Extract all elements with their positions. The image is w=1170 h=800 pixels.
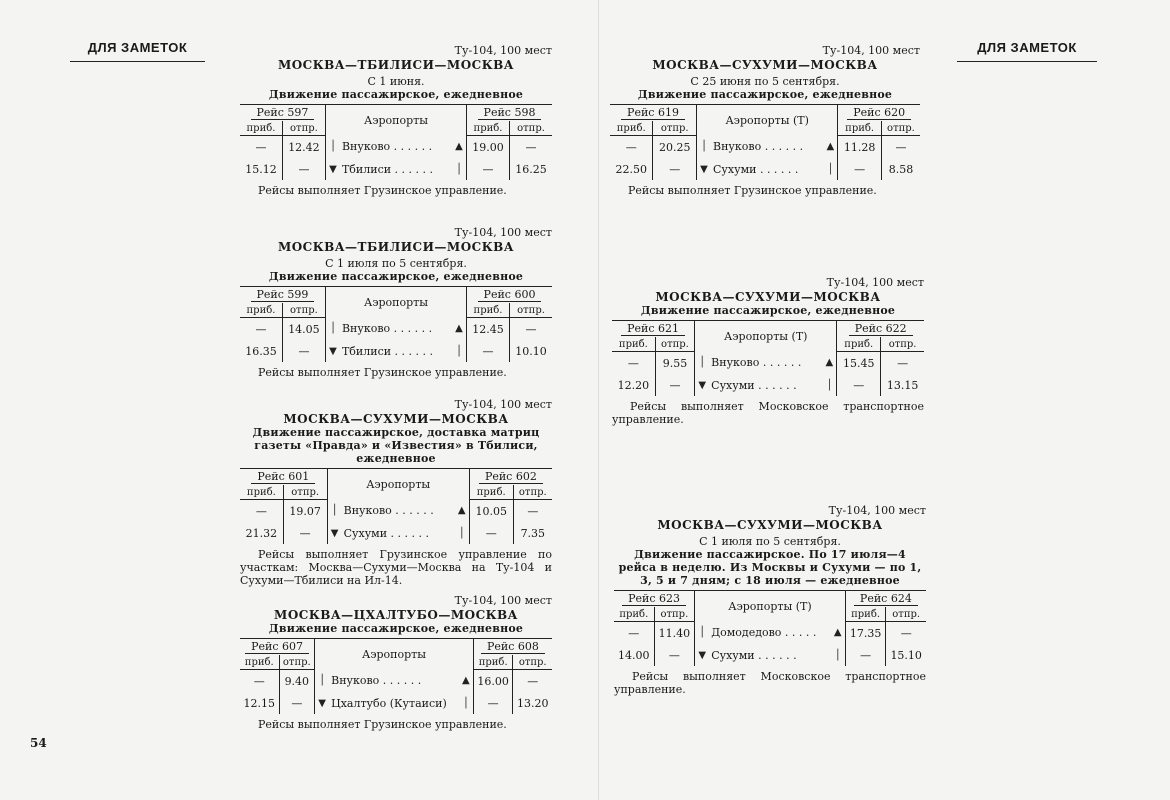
flight-out-number: Рейс 599 xyxy=(251,288,315,302)
timetable xyxy=(612,320,924,396)
departure-time: — xyxy=(282,340,325,362)
schedule-block xyxy=(240,398,552,587)
aircraft-label: Ту-104, 100 мест xyxy=(828,504,926,517)
departure-time: 16.25 xyxy=(510,158,552,180)
airports-header: Аэропорты xyxy=(329,639,459,670)
arrival-time: — xyxy=(627,356,639,370)
flight-out-header xyxy=(240,639,315,656)
up-arrow-icon: ▲ xyxy=(831,622,846,645)
schedule-block xyxy=(240,44,552,197)
arrival-time: — xyxy=(255,140,267,154)
aircraft-label: Ту-104, 100 мест xyxy=(826,276,924,289)
flight-out-number: Рейс 601 xyxy=(251,470,315,484)
flight-back-number: Рейс 624 xyxy=(854,592,918,606)
timetable xyxy=(240,638,552,714)
page-number: 54 xyxy=(30,736,47,750)
departure-time: 8.58 xyxy=(881,158,920,180)
arrival-time: — xyxy=(255,322,267,336)
airports-header: Аэропорты (Т) xyxy=(711,105,823,136)
down-arrow-icon: │ xyxy=(700,141,708,153)
table-row xyxy=(240,158,552,180)
traffic-mode: Движение пассажирское, доставка матриц газеты «Правда» и «Известия» в Тбилиси, ежедневное xyxy=(252,426,540,465)
table-row xyxy=(240,692,552,714)
validity-period: С 1 июля по 5 сентября. xyxy=(699,535,841,548)
page-gutter xyxy=(598,0,599,800)
arrival-time: 15.12 xyxy=(245,162,277,176)
departure-time: — xyxy=(279,692,315,714)
flight-back-number: Рейс 620 xyxy=(847,106,911,120)
validity-period: С 1 июня. xyxy=(367,75,425,88)
arr-header: приб. xyxy=(838,121,882,136)
arrival-time: 22.50 xyxy=(615,162,647,176)
up-arrow-icon: ▲ xyxy=(822,352,837,375)
dep-header: отпр. xyxy=(881,337,924,352)
departure-time: 12.42 xyxy=(282,136,325,159)
down-arrow-icon: ▼ xyxy=(698,379,707,391)
departure-time: 11.40 xyxy=(654,622,695,645)
departure-time: — xyxy=(881,136,920,159)
down-arrow-icon: ▼ xyxy=(329,163,337,175)
traffic-mode: Движение пассажирское, ежедневное xyxy=(640,304,896,317)
notes-heading-left: ДЛЯ ЗАМЕТОК xyxy=(70,40,205,62)
flight-out-header xyxy=(614,591,695,608)
station-name: Тбилиси . . . . . . xyxy=(341,162,434,176)
down-arrow-icon: │ xyxy=(329,323,336,335)
up-arrow-icon: │ xyxy=(452,158,467,180)
station-name: Сухуми . . . . . . xyxy=(711,378,797,392)
dep-header: отпр. xyxy=(510,121,552,136)
station-name: Внуково . . . . . . xyxy=(343,504,434,518)
table-row xyxy=(240,136,552,159)
aircraft-label: Ту-104, 100 мест xyxy=(454,594,552,607)
arr-header: приб. xyxy=(610,121,653,136)
down-arrow-icon: │ xyxy=(319,675,326,687)
station-name: Домодедово . . . . . xyxy=(711,626,817,640)
flight-out-header xyxy=(610,105,697,122)
flight-out-header xyxy=(240,469,327,486)
down-arrow-icon: ▼ xyxy=(329,345,337,357)
arr-header: приб. xyxy=(837,337,881,352)
down-arrow-icon: │ xyxy=(331,505,338,517)
station-name: Внуково . . . . . . xyxy=(341,322,433,336)
dep-header: отпр. xyxy=(886,607,926,622)
up-arrow-icon: ▲ xyxy=(823,136,838,159)
arrival-time: 16.00 xyxy=(477,674,509,688)
timetable xyxy=(240,468,552,544)
table-row xyxy=(240,500,552,523)
departure-time: — xyxy=(653,158,697,180)
operator-note: Рейсы выполняет Грузинское управление по участкам: Москва—Сухуми—Москва на Ту-104 и Сухуми—Тбилиси на Ил-14. xyxy=(240,548,552,587)
airports-header: Аэропорты (Т) xyxy=(709,591,831,622)
arrival-time: — xyxy=(255,504,267,518)
departure-time: 10.10 xyxy=(510,340,552,362)
departure-time: 7.35 xyxy=(513,522,552,544)
down-arrow-icon: │ xyxy=(699,357,706,369)
departure-time: — xyxy=(886,622,926,645)
flight-back-header xyxy=(469,469,552,486)
dep-header: отпр. xyxy=(282,303,325,318)
up-arrow-icon: ▲ xyxy=(452,136,467,159)
flight-out-number: Рейс 621 xyxy=(621,322,685,336)
arrival-time: 11.28 xyxy=(843,140,876,154)
table-row xyxy=(240,318,552,341)
flight-back-header xyxy=(838,105,920,122)
arr-header: приб. xyxy=(240,121,282,136)
departure-time: 13.20 xyxy=(513,692,552,714)
flight-back-number: Рейс 598 xyxy=(478,106,542,120)
up-arrow-icon: │ xyxy=(459,692,474,714)
departure-time: 9.55 xyxy=(655,352,694,375)
down-arrow-icon: ▼ xyxy=(700,163,708,175)
up-arrow-icon: │ xyxy=(455,522,470,544)
schedule-block xyxy=(240,226,552,379)
arrival-time: 12.20 xyxy=(617,378,650,392)
down-arrow-icon: │ xyxy=(699,627,706,639)
station-name: Внуково . . . . . . xyxy=(341,140,433,154)
departure-time: 15.10 xyxy=(886,644,926,666)
up-arrow-icon: │ xyxy=(831,644,846,666)
arrival-time: 14.00 xyxy=(618,648,650,662)
operator-note: Рейсы выполняет Грузинское управление. xyxy=(628,184,877,197)
flight-out-header xyxy=(240,287,325,304)
arr-header: приб. xyxy=(845,607,886,622)
arrival-time: — xyxy=(487,696,499,710)
dep-header: отпр. xyxy=(881,121,920,136)
arrival-time: 12.45 xyxy=(472,322,504,336)
departure-time: — xyxy=(881,352,924,375)
notes-heading-right: ДЛЯ ЗАМЕТОК xyxy=(957,40,1097,62)
schedule-block xyxy=(614,504,926,696)
departure-time: 20.25 xyxy=(653,136,697,159)
route-title: МОСКВА—СУХУМИ—МОСКВА xyxy=(652,58,878,72)
dep-header: отпр. xyxy=(513,485,552,500)
airports-header: Аэропорты xyxy=(342,469,455,500)
station-name: Внуково . . . . . . xyxy=(331,674,422,688)
operator-note: Рейсы выполняет Московское транспортное управление. xyxy=(614,670,926,696)
flight-back-number: Рейс 600 xyxy=(478,288,542,302)
arrival-time: 12.15 xyxy=(243,696,276,710)
operator-note: Рейсы выполняет Грузинское управление. xyxy=(258,366,507,379)
schedule-block xyxy=(612,276,924,426)
traffic-mode: Движение пассажирское, ежедневное xyxy=(268,622,524,635)
table-row xyxy=(240,340,552,362)
flight-out-header xyxy=(612,321,695,338)
station-name: Внуково . . . . . . xyxy=(711,356,802,370)
flight-back-header xyxy=(837,321,924,338)
flight-out-number: Рейс 619 xyxy=(621,106,685,120)
arrival-time: 15.45 xyxy=(843,356,875,370)
station-name: Тбилиси . . . . . . xyxy=(341,344,434,358)
departure-time: — xyxy=(654,644,695,666)
arrival-time: — xyxy=(860,648,872,662)
traffic-mode: Движение пассажирское, ежедневное xyxy=(268,88,524,101)
route-title: МОСКВА—СУХУМИ—МОСКВА xyxy=(655,290,881,304)
departure-time: 19.07 xyxy=(283,500,327,523)
arrival-time: — xyxy=(625,140,637,154)
up-arrow-icon: ▲ xyxy=(452,318,467,341)
route-title: МОСКВА—СУХУМИ—МОСКВА xyxy=(657,518,883,532)
dep-header: отпр. xyxy=(653,121,697,136)
arrival-time: 17.35 xyxy=(849,626,882,640)
flight-out-number: Рейс 597 xyxy=(251,106,315,120)
flight-out-number: Рейс 607 xyxy=(245,640,309,654)
dep-header: отпр. xyxy=(513,655,552,670)
up-arrow-icon: │ xyxy=(823,158,838,180)
departure-time: — xyxy=(655,374,694,396)
aircraft-label: Ту-104, 100 мест xyxy=(822,44,920,57)
dep-header: отпр. xyxy=(282,121,325,136)
arr-header: приб. xyxy=(240,485,283,500)
schedule-block xyxy=(610,44,920,197)
table-row xyxy=(240,522,552,544)
dep-header: отпр. xyxy=(654,607,695,622)
table-row xyxy=(240,670,552,693)
table-row xyxy=(610,136,920,159)
up-arrow-icon: ▲ xyxy=(459,670,474,693)
arrival-time: 16.35 xyxy=(245,344,277,358)
timetable xyxy=(240,104,552,180)
operator-note: Рейсы выполняет Грузинское управление. xyxy=(258,718,507,731)
arrival-time: 19.00 xyxy=(472,140,504,154)
flight-back-header xyxy=(845,591,926,608)
dep-header: отпр. xyxy=(510,303,552,318)
arr-header: приб. xyxy=(467,121,510,136)
arrival-time: 10.05 xyxy=(475,504,507,518)
flight-back-number: Рейс 622 xyxy=(849,322,913,336)
operator-note: Рейсы выполняет Московское транспортное управление. xyxy=(612,400,924,426)
table-row xyxy=(614,644,926,666)
arr-header: приб. xyxy=(467,303,510,318)
station-name: Цхалтубо (Кутаиси) xyxy=(331,696,447,710)
route-title: МОСКВА—ТБИЛИСИ—МОСКВА xyxy=(277,58,515,72)
up-arrow-icon: │ xyxy=(822,374,837,396)
departure-time: — xyxy=(283,522,327,544)
table-row xyxy=(614,622,926,645)
flight-back-number: Рейс 602 xyxy=(479,470,543,484)
schedule-block xyxy=(240,594,552,731)
arr-header: приб. xyxy=(612,337,655,352)
station-name: Внуково . . . . . . xyxy=(713,140,804,154)
arrival-time: — xyxy=(853,378,865,392)
arrival-time: — xyxy=(628,626,640,640)
arrival-time: — xyxy=(485,526,497,540)
aircraft-label: Ту-104, 100 мест xyxy=(454,398,552,411)
station-name: Сухуми . . . . . . xyxy=(713,162,799,176)
flight-back-header xyxy=(467,287,552,304)
airports-header: Аэропорты xyxy=(340,105,452,136)
arrival-time: — xyxy=(482,162,494,176)
arr-header: приб. xyxy=(614,607,654,622)
table-row xyxy=(612,374,924,396)
timetable xyxy=(614,590,926,666)
arr-header: приб. xyxy=(240,655,279,670)
flight-back-number: Рейс 608 xyxy=(481,640,545,654)
departure-time: — xyxy=(510,318,552,341)
departure-time: 14.05 xyxy=(282,318,325,341)
arrival-time: — xyxy=(482,344,494,358)
arr-header: приб. xyxy=(240,303,282,318)
arr-header: приб. xyxy=(473,655,513,670)
dep-header: отпр. xyxy=(279,655,315,670)
flight-out-number: Рейс 623 xyxy=(622,592,686,606)
down-arrow-icon: ▼ xyxy=(318,697,326,709)
arr-header: приб. xyxy=(469,485,513,500)
flight-back-header xyxy=(467,105,552,122)
traffic-mode: Движение пассажирское, ежедневное xyxy=(637,88,893,101)
aircraft-label: Ту-104, 100 мест xyxy=(454,44,552,57)
down-arrow-icon: │ xyxy=(329,141,336,153)
up-arrow-icon: │ xyxy=(452,340,467,362)
flight-back-header xyxy=(473,639,552,656)
table-row xyxy=(612,352,924,375)
dep-header: отпр. xyxy=(283,485,327,500)
departure-time: — xyxy=(282,158,325,180)
dep-header: отпр. xyxy=(655,337,694,352)
traffic-mode: Движение пассажирское, ежедневное xyxy=(268,270,524,283)
arrival-time: — xyxy=(854,162,866,176)
arrival-time: 21.32 xyxy=(245,526,278,540)
timetable xyxy=(240,286,552,362)
route-title: МОСКВА—ЦХАЛТУБО—МОСКВА xyxy=(274,608,518,622)
operator-note: Рейсы выполняет Грузинское управление. xyxy=(258,184,507,197)
departure-time: 9.40 xyxy=(279,670,315,693)
airports-header: Аэропорты (Т) xyxy=(709,321,822,352)
validity-period: С 1 июля по 5 сентября. xyxy=(325,257,467,270)
departure-time: 13.15 xyxy=(881,374,924,396)
down-arrow-icon: ▼ xyxy=(698,649,707,661)
up-arrow-icon: ▲ xyxy=(455,500,470,523)
timetable xyxy=(610,104,920,180)
arrival-time: — xyxy=(253,674,265,688)
station-name: Сухуми . . . . . . xyxy=(343,526,430,540)
departure-time: — xyxy=(513,500,552,523)
airports-header: Аэропорты xyxy=(340,287,452,318)
down-arrow-icon: ▼ xyxy=(330,527,339,539)
departure-time: — xyxy=(513,670,552,693)
traffic-mode: Движение пассажирское. По 17 июля—4 рейса в неделю. Из Москвы и Сухуми — по 1, 3, 5 и 7 дням; с 18 июля — ежедневное xyxy=(618,548,922,587)
validity-period: С 25 июня по 5 сентября. xyxy=(690,75,840,88)
table-row xyxy=(610,158,920,180)
departure-time: — xyxy=(510,136,552,159)
flight-out-header xyxy=(240,105,325,122)
aircraft-label: Ту-104, 100 мест xyxy=(454,226,552,239)
route-title: МОСКВА—ТБИЛИСИ—МОСКВА xyxy=(277,240,515,254)
station-name: Сухуми . . . . . . xyxy=(711,648,797,662)
route-title: МОСКВА—СУХУМИ—МОСКВА xyxy=(283,412,509,426)
